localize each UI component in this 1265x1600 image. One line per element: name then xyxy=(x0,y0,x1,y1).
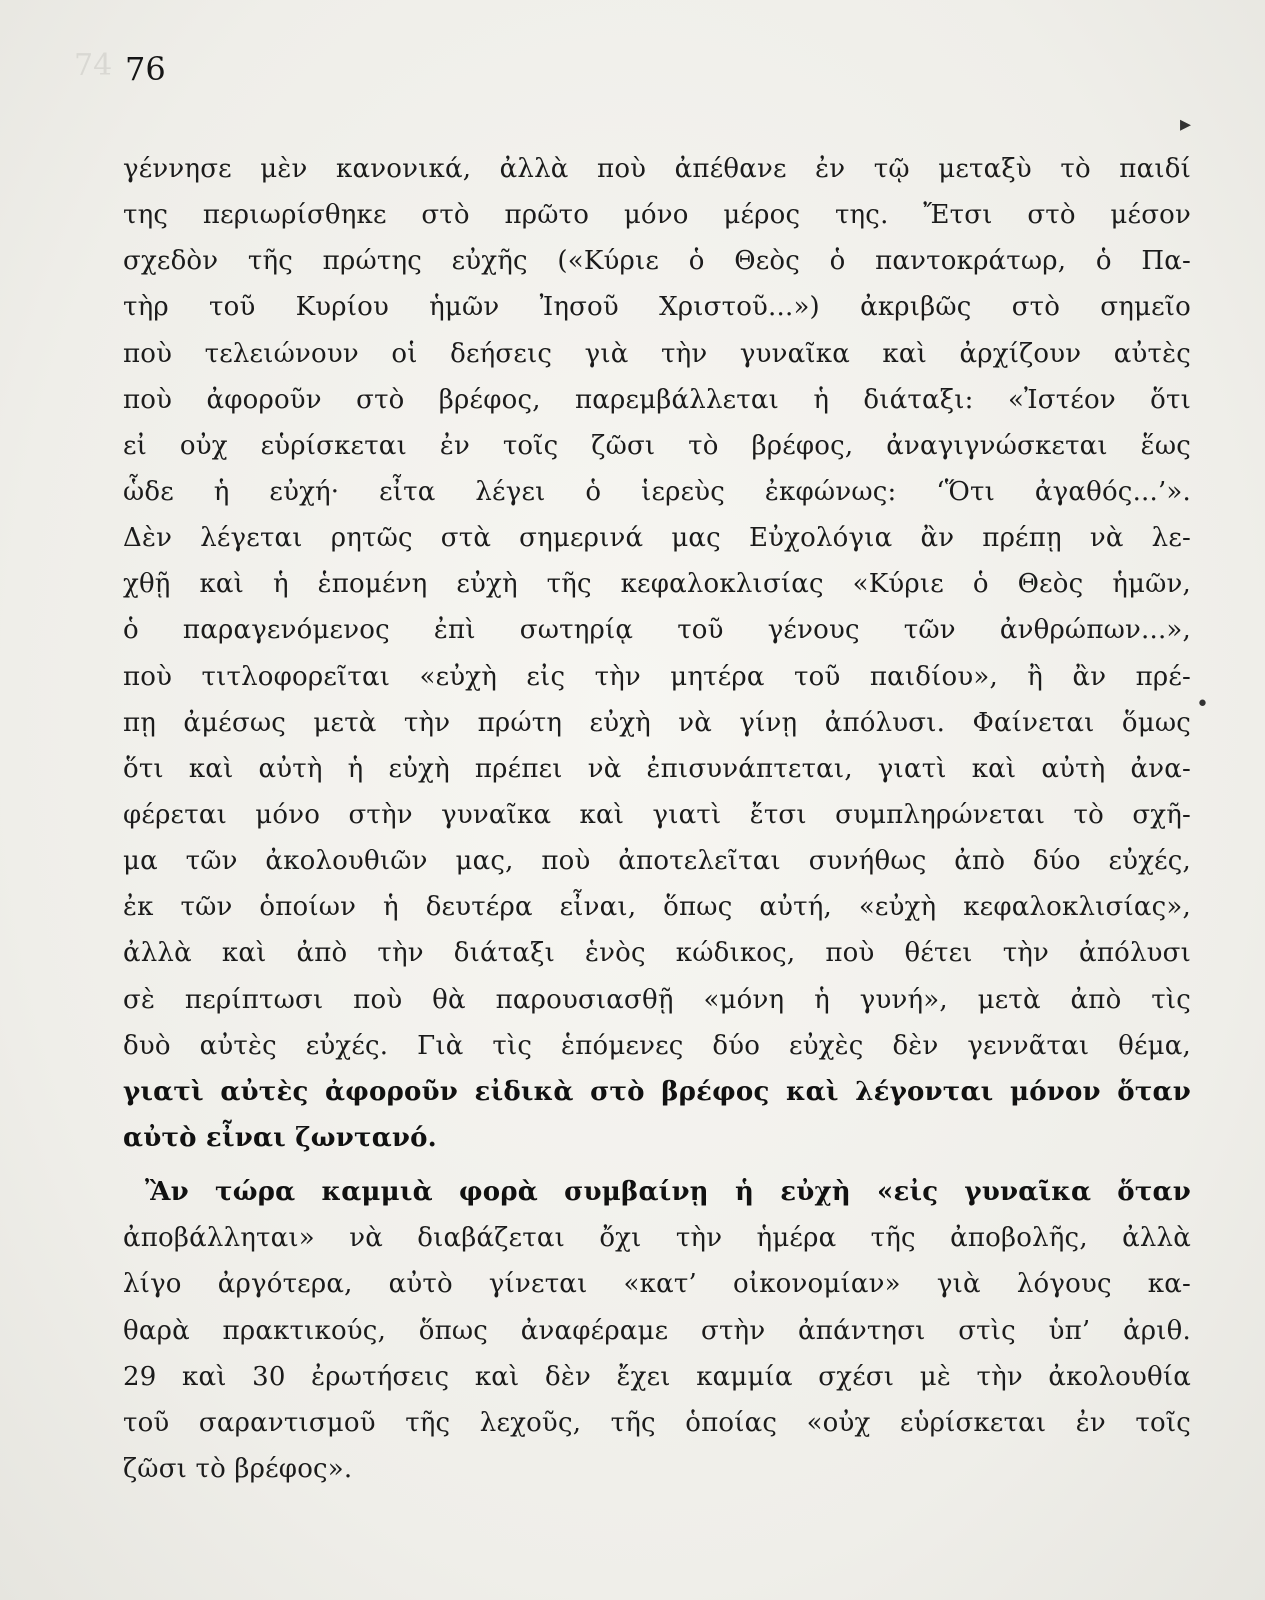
text-line: ζῶσι τὸ βρέφος». xyxy=(123,1453,353,1484)
text-line: φέρεται μόνο στὴν γυναῖκα καὶ γιατὶ ἔτσι συμπληρώνεται τὸ σχῆ- xyxy=(123,799,1191,830)
text-line: εἰ οὐχ εὑρίσκεται ἐν τοῖς ζῶσι τὸ βρέφος, ἀναγιγνώσκεται ἕως xyxy=(123,430,1191,461)
text-line: δυὸ αὐτὲς εὐχές. Γιὰ τὶς ἑπόμενες δύο εὐχὲς δὲν γεννᾶται θέμα, xyxy=(123,1030,1191,1061)
text-line: της περιωρίσθηκε στὸ πρῶτο μόνο μέρος της. Ἔτσι στὸ μέσον xyxy=(123,200,1191,231)
text-line: Δὲν λέγεται ρητῶς στὰ σημερινά μας Εὐχολόγια ἂν πρέπῃ νὰ λε- xyxy=(123,523,1191,554)
text-line: ποὺ τελειώνουν οἱ δεήσεις γιὰ τὴν γυναῖκα καὶ ἀρχίζουν αὐτὲς xyxy=(123,338,1191,369)
text-line: ἀλλὰ καὶ ἀπὸ τὴν διάταξι ἑνὸς κώδικος, ποὺ θέτει τὴν ἀπόλυσι xyxy=(123,938,1191,969)
text-line: αὐτὸ εἶναι ζωντανό. xyxy=(123,1122,437,1153)
text-line: γέννησε μὲν κανονικά, ἀλλὰ ποὺ ἀπέθανε ἐν τῷ μεταξὺ τὸ παιδί xyxy=(123,154,1191,184)
text-line: ὧδε ἡ εὐχή· εἶτα λέγει ὁ ἱερεὺς ἐκφώνως: ‘Ὅτι ἀγαθός...’». xyxy=(123,476,1191,507)
text-line: λίγο ἀργότερα, αὐτὸ γίνεται «κατ’ οἰκονομίαν» γιὰ λόγους κα- xyxy=(123,1269,1191,1300)
text-line: σχεδὸν τῆς πρώτης εὐχῆς («Κύριε ὁ Θεὸς ὁ παντοκράτωρ, ὁ Πα- xyxy=(123,246,1191,277)
text-line: χθῇ καὶ ἡ ἑπομένη εὐχὴ τῆς κεφαλοκλισίας «Κύριε ὁ Θεὸς ἡμῶν, xyxy=(123,569,1191,600)
text-line: ἐκ τῶν ὁποίων ἡ δευτέρα εἶναι, ὅπως αὐτή, «εὐχὴ κεφαλοκλισίας», xyxy=(123,892,1191,923)
paragraph-gap xyxy=(123,1161,1191,1169)
text-line: 29 καὶ 30 ἐρωτήσεις καὶ δὲν ἔχει καμμία σχέσι μὲ τὴν ἀκολουθία xyxy=(123,1361,1191,1392)
text-line: μα τῶν ἀκολουθιῶν μας, ποὺ ἀποτελεῖται συνήθως ἀπὸ δύο εὐχές, xyxy=(123,846,1191,877)
paragraph-1 xyxy=(123,146,1191,1161)
paragraph-2 xyxy=(123,1169,1191,1492)
text-line: Ἂν τώρα καμμιὰ φορὰ συμβαίνῃ ἡ εὐχὴ «εἰς γυναῖκα ὅταν xyxy=(145,1177,1191,1208)
text-line: ποὺ ἀφοροῦν στὸ βρέφος, παρεμβάλλεται ἡ διάταξι: «Ἰστέον ὅτι xyxy=(123,384,1191,415)
text-line: θαρὰ πρακτικούς, ὅπως ἀναφέραμε στὴν ἀπάντησι στὶς ὑπ’ ἀριθ. xyxy=(123,1315,1191,1346)
ink-speck: ▸ xyxy=(1180,112,1192,137)
body-text xyxy=(123,146,1191,1492)
text-line: ὅτι καὶ αὐτὴ ἡ εὐχὴ πρέπει νὰ ἐπισυνάπτεται, γιατὶ καὶ αὐτὴ ἀνα- xyxy=(123,753,1191,784)
ink-speck: • xyxy=(1196,692,1209,717)
text-line: σὲ περίπτωσι ποὺ θὰ παρουσιασθῇ «μόνη ἡ γυνή», μετὰ ἀπὸ τὶς xyxy=(123,984,1191,1015)
bleed-through-page-number: 74 xyxy=(74,48,113,83)
text-line: ἀποβάλληται» νὰ διαβάζεται ὄχι τὴν ἡμέρα τῆς ἀποβολῆς, ἀλλὰ xyxy=(123,1223,1191,1254)
page-number: 76 xyxy=(125,50,166,88)
text-line: τὴρ τοῦ Κυρίου ἡμῶν Ἰησοῦ Χριστοῦ...») ἀκριβῶς στὸ σημεῖο xyxy=(123,292,1191,323)
text-line: ποὺ τιτλοφορεῖται «εὐχὴ εἰς τὴν μητέρα τοῦ παιδίου», ἢ ἂν πρέ- xyxy=(123,661,1191,692)
text-line: ὁ παραγενόμενος ἐπὶ σωτηρίᾳ τοῦ γένους τῶν ἀνθρώπων...», xyxy=(123,615,1191,646)
text-line: πῃ ἀμέσως μετὰ τὴν πρώτη εὐχὴ νὰ γίνῃ ἀπόλυσι. Φαίνεται ὅμως xyxy=(123,707,1191,738)
text-line: γιατὶ αὐτὲς ἀφοροῦν εἰδικὰ στὸ βρέφος καὶ λέγονται μόνον ὅταν xyxy=(123,1076,1191,1107)
text-line: τοῦ σαραντισμοῦ τῆς λεχοῦς, τῆς ὁποίας «οὐχ εὑρίσκεται ἐν τοῖς xyxy=(123,1407,1191,1438)
